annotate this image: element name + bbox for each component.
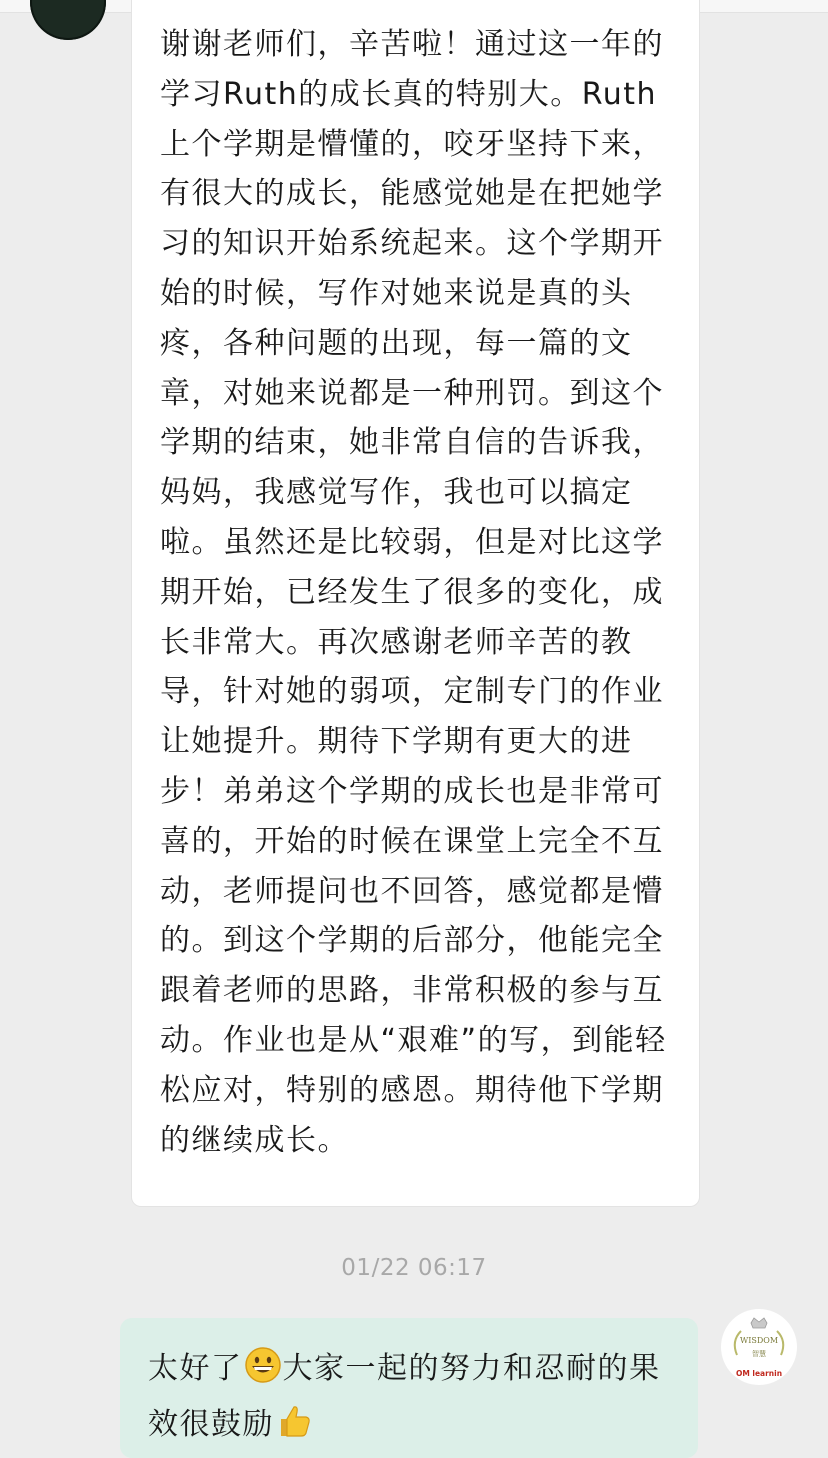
grinning-face-icon [244,1346,282,1400]
thumbs-up-icon [275,1402,313,1456]
message-timestamp: 01/22 06:17 [341,1255,487,1281]
wisdom-logo-icon [721,1309,797,1385]
contact-avatar[interactable] [30,0,106,40]
svg-text:OM learnin: OM learnin [735,1369,783,1378]
svg-text:WISDOM: WISDOM [739,1336,779,1345]
incoming-message-text: 谢谢老师们，辛苦啦！通过这一年的学习Ruth的成长真的特别大。Ruth上个学期是懵懂的，咬牙坚持下来，有很大的成长，能感觉她是在把她学习的知识开始系统起来。这个学期开始的时候，写作对她来说是真的头疼，各种问题的出现，每一篇的文章，对她来说都是一种刑罚。到这个学期的结束，她非常自信的告诉我，妈妈，我感觉写作，我也可以搞定啦。虽然还是比较弱，但是对比这学期开始，已经发生了很多的变化，成长非常大。再次感谢老师辛苦的教导，针对她的弱项，定制专门的作业让她提升。期待下学期有更大的进步！弟弟这个学期的成长也是非常可喜的，开始的时候在课堂上完全不互动，老师提问也不回答，感觉都是懵的。到这个学期的后部分，他能完全跟着老师的思路，非常积极的参与互动。作业也是从“艰难”的写，到能轻松应对，特别的感恩。期待他下学期的继续成长。 [160,27,667,1158]
svg-text:智慧: 智慧 [752,1350,766,1358]
outgoing-message-bubble[interactable] [120,1318,698,1458]
incoming-message-bubble[interactable] [131,0,700,1207]
outgoing-text-part1: 太好了 [148,1351,243,1386]
outgoing-message-text [148,1344,678,1456]
self-avatar[interactable] [721,1309,797,1385]
outgoing-text-part2: 大家一起的努力和忍耐的果效很鼓励 [148,1351,661,1442]
